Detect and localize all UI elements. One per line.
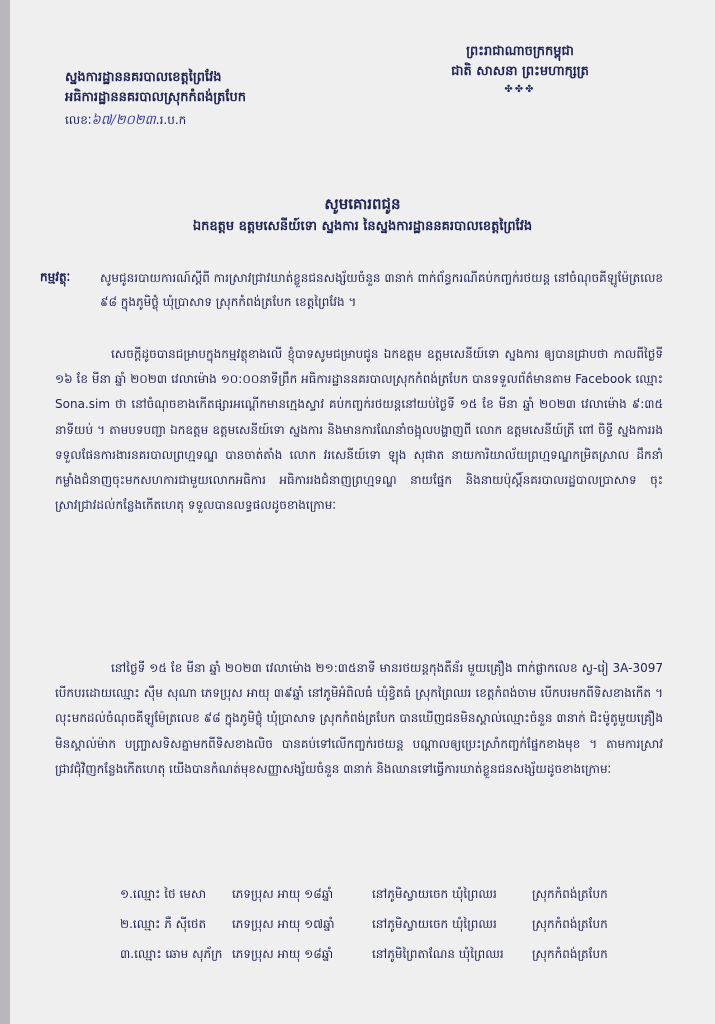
suspect-gender-age: ភេទប្រុស អាយុ ១៨ឆ្នាំ (232, 947, 334, 961)
suspect-village: នៅភូមិស្វាយចេក ឃុំព្រៃឈរ (372, 917, 497, 931)
body-paragraph-2 (55, 656, 663, 782)
addressee-name: ឯកឧត្តម ឧត្តមសេនីយ៍ទោ ស្នងការ នៃស្នងការដ្ឋាននគរបាលខេត្តព្រៃវែង (192, 219, 533, 234)
suspect-row (120, 909, 680, 939)
reference-suffix: .រ.ប.ក (155, 113, 187, 127)
suspect-row (120, 939, 680, 969)
suspect-name: ២.ឈ្មោះ ភឺ ស៊ីថេត (120, 917, 207, 931)
subject-text: សូមជូនរបាយការណ៍ស្តីពី ការស្រាវជ្រាវឃាត់ខ្លួនជនសង្ស័យចំនួន ៣នាក់ ពាក់ព័ន្ធករណីគប់កញ្ចក់រថយន្ត នៅចំណុចគីឡូម៉ែត្រលេខ ៩៨ ក្នុងភូមិថ្លុំ ឃុំប្រាសាទ ស្រុកកំពង់ត្របែក ខេត្តព្រៃវែង ។ (100, 271, 664, 309)
suspect-name: ៣.ឈ្មោះ ឆោម សុភ័ក្រ (120, 947, 223, 961)
kingdom-title: ព្រះរាជាណាចក្រកម្ពុជា (466, 44, 574, 59)
reference-prefix: លេខៈ (65, 113, 92, 127)
agency-header (65, 68, 325, 131)
agency-name: ស្នងការដ្ឋាននគរបាលខេត្តព្រៃវែង (65, 70, 222, 85)
kingdom-motto: ជាតិ សាសនា ព្រះមហាក្សត្រ (451, 64, 589, 79)
paragraph-text: សេចក្តីដូចបានជម្រាបក្នុងកម្មវត្ថុខាងលើ ខ្ញុំបាទសូមជម្រាបជូន ឯកឧត្តម ឧត្តមសេនីយ៍ទោ ស្នងការ ឲ្យបានជ្រាបថា កាលពីថ្ងៃទី ១៦ ខែ មីនា ឆ្នាំ ២០២៣ វេលាម៉ោង ១០:០០នាទីព្រឹក អធិការដ្ឋាននគរបាលស្រុកកំពង់ត្របែក បានទទួលព័ត៌មានតាម Facebook ឈ្មោះ Sona.sim ថា នៅចំណុចខាងកើតផ្សារអណ្តើកមានក្មេងស្ទាវ គប់កញ្ចក់រថយន្តនៅយប់ថ្ងៃទី ១៥ ខែ មីនា ឆ្នាំ ២០២៣ វេលាម៉ោង ៩:៣៥ នាទីយប់ ។ តាមបទបញ្ជា ឯកឧត្តម ឧត្តមសេនីយ៍ទោ ស្នងការ និងមានការណែនាំចង្អុលបង្ហាញពី លោក ឧត្តមសេនីយ៍ត្រី ពៅ ចិទ្ធី ស្នងការរងទទួលផែនការងារនគរបាលព្រហ្មទណ្ឌ បានចាត់តាំង លោក វរសេនីយ៍ទោ ឡុង សុផាត នាយការិយាល័យព្រហ្មទណ្ឌកម្រិតស្រាល ដឹកនាំកម្លាំងជំនាញចុះមកសហការជាមួយលោកអធិការ អធិការរងជំនាញព្រហ្មទណ្ឌ នាយផ្នែក និងនាយប៉ុស្តិ៍នគរបាលរដ្ឋបាលប្រាសាទ ចុះស្រាវជ្រាវដល់កន្លែងកើតហេតុ ទទួលបានលទ្ធផលដូចខាងក្រោមៈ (55, 347, 663, 513)
suspect-district: ស្រុកកំពង់ត្របែក (532, 887, 608, 901)
suspect-name: ១.ឈ្មោះ ថៃ មេសា (120, 887, 207, 901)
body-paragraph-1 (55, 342, 663, 518)
document-page (10, 0, 715, 1024)
suspect-district: ស្រុកកំពង់ត្របែក (532, 947, 608, 961)
subject-block (40, 266, 680, 314)
reference-handwritten: ៦៧/២០២៣ (91, 113, 156, 128)
suspect-district: ស្រុកកំពង់ត្របែក (532, 917, 608, 931)
addressee-title: សូមគោរពជូន (324, 195, 401, 213)
subject-label: កម្មវត្ថុៈ (40, 270, 71, 284)
suspect-list (120, 879, 680, 969)
sub-agency-name: អធិការដ្ឋាននគរបាលស្រុកកំពង់ត្របែក (65, 90, 247, 105)
addressee-block (10, 192, 715, 238)
suspect-village: នៅភូមិព្រៃតាណែន ឃុំព្រៃឈរ (372, 947, 504, 961)
suspect-village: នៅភូមិស្វាយចេក ឃុំព្រៃឈរ (372, 887, 497, 901)
ornament-divider: ✤✤✤ (504, 84, 536, 95)
suspect-gender-age: ភេទប្រុស អាយុ ១៨ឆ្នាំ (232, 887, 334, 901)
page-shadow (0, 0, 10, 1024)
paragraph-text: នៅថ្ងៃទី ១៥ ខែ មីនា ឆ្នាំ ២០២៣ វេលាម៉ោង ២១:៣៥នាទី មានរថយន្តកុងតឺន័រ មួយគ្រឿង ពាក់ផ្លាកលេខ ស្វ-រៀ 3A-3097 បើកបរដោយឈ្មោះ ស៊ឹម សុណា ភេទប្រុស អាយុ ៣៩ឆ្នាំ នៅភូមិអំពិលធំ ឃុំខ្វិតធំ ស្រុកព្រៃឈរ ខេត្តកំពង់ចាម បើកបរមកពីទិសខាងកើត ។ លុះមកដល់ចំណុចគីឡូម៉ែត្រលេខ ៩៨ ក្នុងភូមិថ្លុំ ឃុំប្រាសាទ ស្រុកកំពង់ត្របែក បានឃើញជនមិនស្គាល់ឈ្មោះចំនួន ៣នាក់ ជិះម៉ូតូមួយគ្រឿង មិនស្គាល់ម៉ាក បញ្ច្រាសទិសគ្នាមកពីទិសខាងលិច បានគប់ទៅលើកញ្ចក់រថយន្ត បណ្តាលឲ្យប្រេះស្រាំកញ្ចក់ផ្នែកខាងមុខ ។ តាមការស្រាវជ្រាវជុំវិញកន្លែងកើតហេតុ យើងបានកំណត់មុខសញ្ញាសង្ស័យចំនួន ៣នាក់ និងឈានទៅធ្វើការឃាត់ខ្លួនជនសង្ស័យដូចខាងក្រោមៈ (55, 661, 663, 776)
suspect-gender-age: ភេទប្រុស អាយុ ១៧ឆ្នាំ (232, 917, 335, 931)
suspect-row (120, 879, 680, 909)
reference-number (65, 112, 325, 131)
kingdom-header (410, 42, 630, 95)
